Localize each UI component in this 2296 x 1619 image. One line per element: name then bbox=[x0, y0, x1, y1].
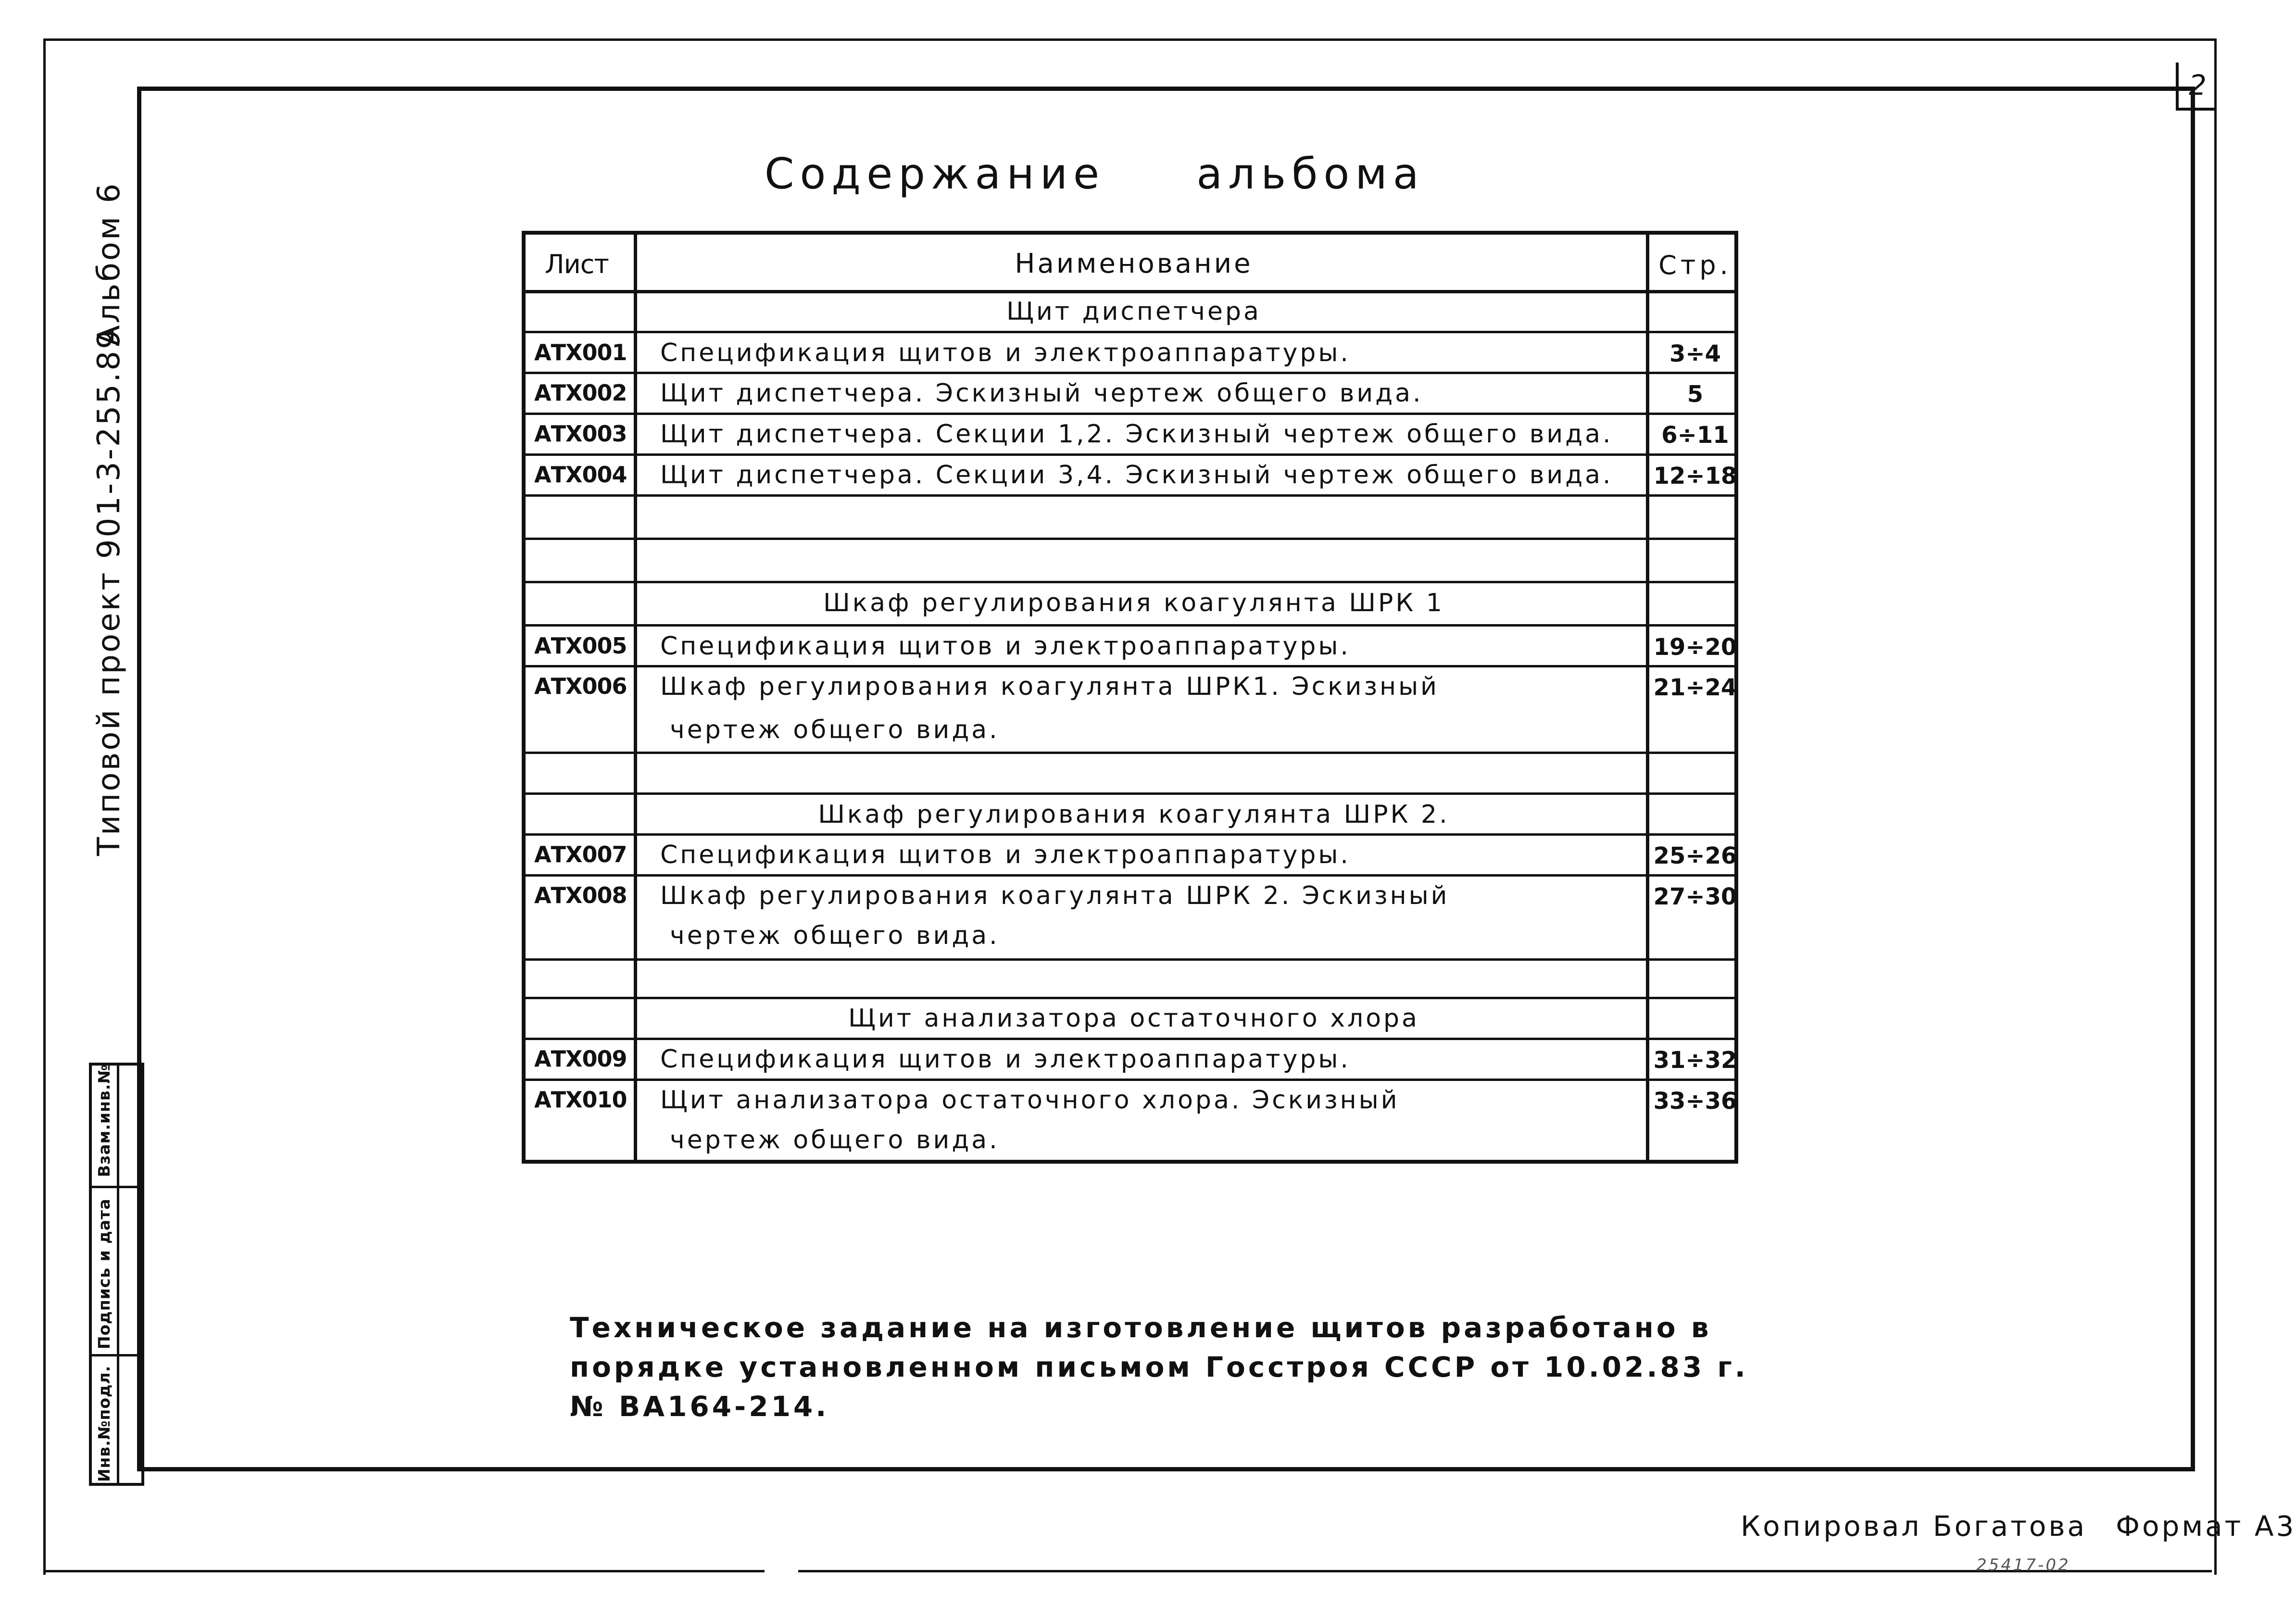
sheet-code: АТХ002 bbox=[534, 380, 627, 406]
sheet-name-continued: чертеж общего вида. bbox=[670, 1126, 1000, 1155]
row-divider bbox=[526, 581, 1734, 583]
sheet-name: Щит диспетчера. Секции 1,2. Эскизный чертеж общего вида. bbox=[660, 420, 1613, 449]
row-divider bbox=[526, 413, 1734, 415]
table-row bbox=[526, 917, 1734, 956]
page-range: 33÷36 bbox=[1653, 1088, 1737, 1115]
row-divider bbox=[526, 752, 1734, 754]
table-header bbox=[526, 244, 1734, 283]
page-range: 25÷26 bbox=[1653, 842, 1737, 869]
table-row bbox=[526, 375, 1734, 414]
table-row bbox=[526, 457, 1737, 495]
row-divider bbox=[526, 665, 1734, 667]
table-row bbox=[526, 1041, 1737, 1079]
sheet-code: АТХ007 bbox=[534, 841, 627, 867]
sheet-name: Щит анализатора остаточного хлора. Эскизный bbox=[660, 1086, 1400, 1115]
footer bbox=[1741, 1510, 2296, 1543]
note-line: № ВА164-214. bbox=[570, 1390, 829, 1423]
row-divider bbox=[526, 624, 1734, 627]
table-row bbox=[526, 878, 1737, 916]
page-title bbox=[765, 149, 1425, 199]
section-heading: Шкаф регулирования коагулянта ШРК 1 bbox=[823, 589, 1444, 617]
page-range: 27÷30 bbox=[1653, 883, 1737, 910]
table-row bbox=[526, 1082, 1737, 1120]
section-heading: Щит диспетчера bbox=[1006, 297, 1261, 326]
header-sheet: Лист bbox=[545, 249, 609, 279]
stamp-row-line bbox=[92, 1354, 141, 1356]
sheet-code: АТХ001 bbox=[534, 339, 627, 365]
table-row bbox=[526, 293, 1734, 332]
row-divider bbox=[526, 792, 1734, 795]
sheet-format: Формат А3 bbox=[2116, 1510, 2296, 1543]
page-range: 5 bbox=[1687, 381, 1704, 408]
sheet-code: АТХ005 bbox=[534, 633, 627, 659]
row-divider bbox=[526, 1038, 1734, 1040]
table-row bbox=[526, 1000, 1734, 1039]
header-divider bbox=[526, 290, 1734, 293]
row-divider bbox=[526, 372, 1734, 374]
table-row bbox=[526, 668, 1737, 707]
note-line: Техническое задание на изготовление щитов разработано в bbox=[570, 1311, 1712, 1344]
page-range: 19÷20 bbox=[1653, 634, 1737, 661]
row-divider bbox=[526, 331, 1734, 333]
header-name: Наименование bbox=[1015, 248, 1253, 279]
stamp-divider bbox=[117, 1066, 119, 1483]
contents-table bbox=[522, 231, 1738, 1164]
sheet-name: Шкаф регулирования коагулянта ШРК1. Эскизный bbox=[660, 672, 1439, 701]
sheet-bottom-edge bbox=[43, 1570, 765, 1572]
sheet-code: АТХ003 bbox=[534, 421, 627, 447]
stamp-label-signature: Подпись и дата bbox=[95, 1198, 113, 1349]
table-row bbox=[526, 416, 1734, 454]
sheet-name: Шкаф регулирования коагулянта ШРК 2. Эскизный bbox=[660, 881, 1450, 910]
sheet-code: АТХ004 bbox=[534, 462, 627, 488]
stamp-row-line bbox=[92, 1186, 141, 1188]
title-word-album: альбома bbox=[1196, 149, 1425, 199]
row-divider bbox=[526, 958, 1734, 961]
technical-note bbox=[570, 1308, 1748, 1426]
sheet-name: Спецификация щитов и электроаппаратуры. bbox=[660, 632, 1351, 661]
page-number: 2 bbox=[2176, 63, 2217, 111]
page-range: 6÷11 bbox=[1661, 422, 1729, 449]
table-row bbox=[526, 712, 1734, 750]
table-row bbox=[526, 335, 1734, 373]
row-divider bbox=[526, 874, 1734, 877]
table-row bbox=[526, 1122, 1734, 1160]
row-divider bbox=[526, 833, 1734, 836]
stamp-label-inventory: Инв.№подл. bbox=[95, 1365, 113, 1482]
title-word-contents: Содержание bbox=[765, 149, 1105, 199]
page-range: 21÷24 bbox=[1653, 674, 1737, 701]
project-label: Типовой проект 901-3-255.89 bbox=[91, 327, 127, 856]
page-range: 31÷32 bbox=[1653, 1047, 1737, 1074]
sheet-name: Щит диспетчера. Секции 3,4. Эскизный чертеж общего вида. bbox=[660, 461, 1613, 489]
sheet-code: АТХ006 bbox=[534, 673, 627, 699]
row-divider bbox=[526, 997, 1734, 999]
copied-by: Копировал Богатова bbox=[1741, 1510, 2087, 1543]
sheet-name: Щит диспетчера. Эскизный чертеж общего вида. bbox=[660, 379, 1423, 408]
row-divider bbox=[526, 453, 1734, 456]
sheet-name-continued: чертеж общего вида. bbox=[670, 921, 1000, 950]
header-page: Стр. bbox=[1658, 250, 1732, 280]
album-label: Альбом 6 bbox=[91, 181, 127, 346]
sheet-name: Спецификация щитов и электроаппаратуры. bbox=[660, 339, 1351, 367]
stamp-label-original: Взам.инв.№ bbox=[95, 1064, 113, 1177]
table-row bbox=[526, 837, 1737, 875]
sheet-code: АТХ009 bbox=[534, 1046, 627, 1072]
section-heading: Щит анализатора остаточного хлора bbox=[848, 1004, 1419, 1033]
table-row bbox=[526, 628, 1737, 666]
sheet-name: Спецификация щитов и электроаппаратуры. bbox=[660, 1045, 1351, 1074]
side-stamp bbox=[89, 1063, 144, 1486]
row-divider bbox=[526, 494, 1734, 497]
page-range: 12÷18 bbox=[1653, 463, 1737, 489]
note-line: порядке установленном письмом Госстроя СССР от 10.02.83 г. bbox=[570, 1351, 1748, 1383]
row-divider bbox=[526, 1079, 1734, 1081]
sheet-name: Спецификация щитов и электроаппаратуры. bbox=[660, 841, 1351, 869]
table-row bbox=[526, 796, 1734, 835]
page-range: 3÷4 bbox=[1669, 340, 1721, 367]
section-heading: Шкаф регулирования коагулянта ШРК 2. bbox=[818, 800, 1450, 829]
archive-code: 25417-02 bbox=[1976, 1556, 2070, 1575]
sheet-code: АТХ008 bbox=[534, 882, 627, 908]
sheet-name-continued: чертеж общего вида. bbox=[670, 715, 1000, 744]
table-row bbox=[526, 585, 1734, 623]
row-divider bbox=[526, 538, 1734, 540]
sheet-code: АТХ010 bbox=[534, 1087, 627, 1113]
